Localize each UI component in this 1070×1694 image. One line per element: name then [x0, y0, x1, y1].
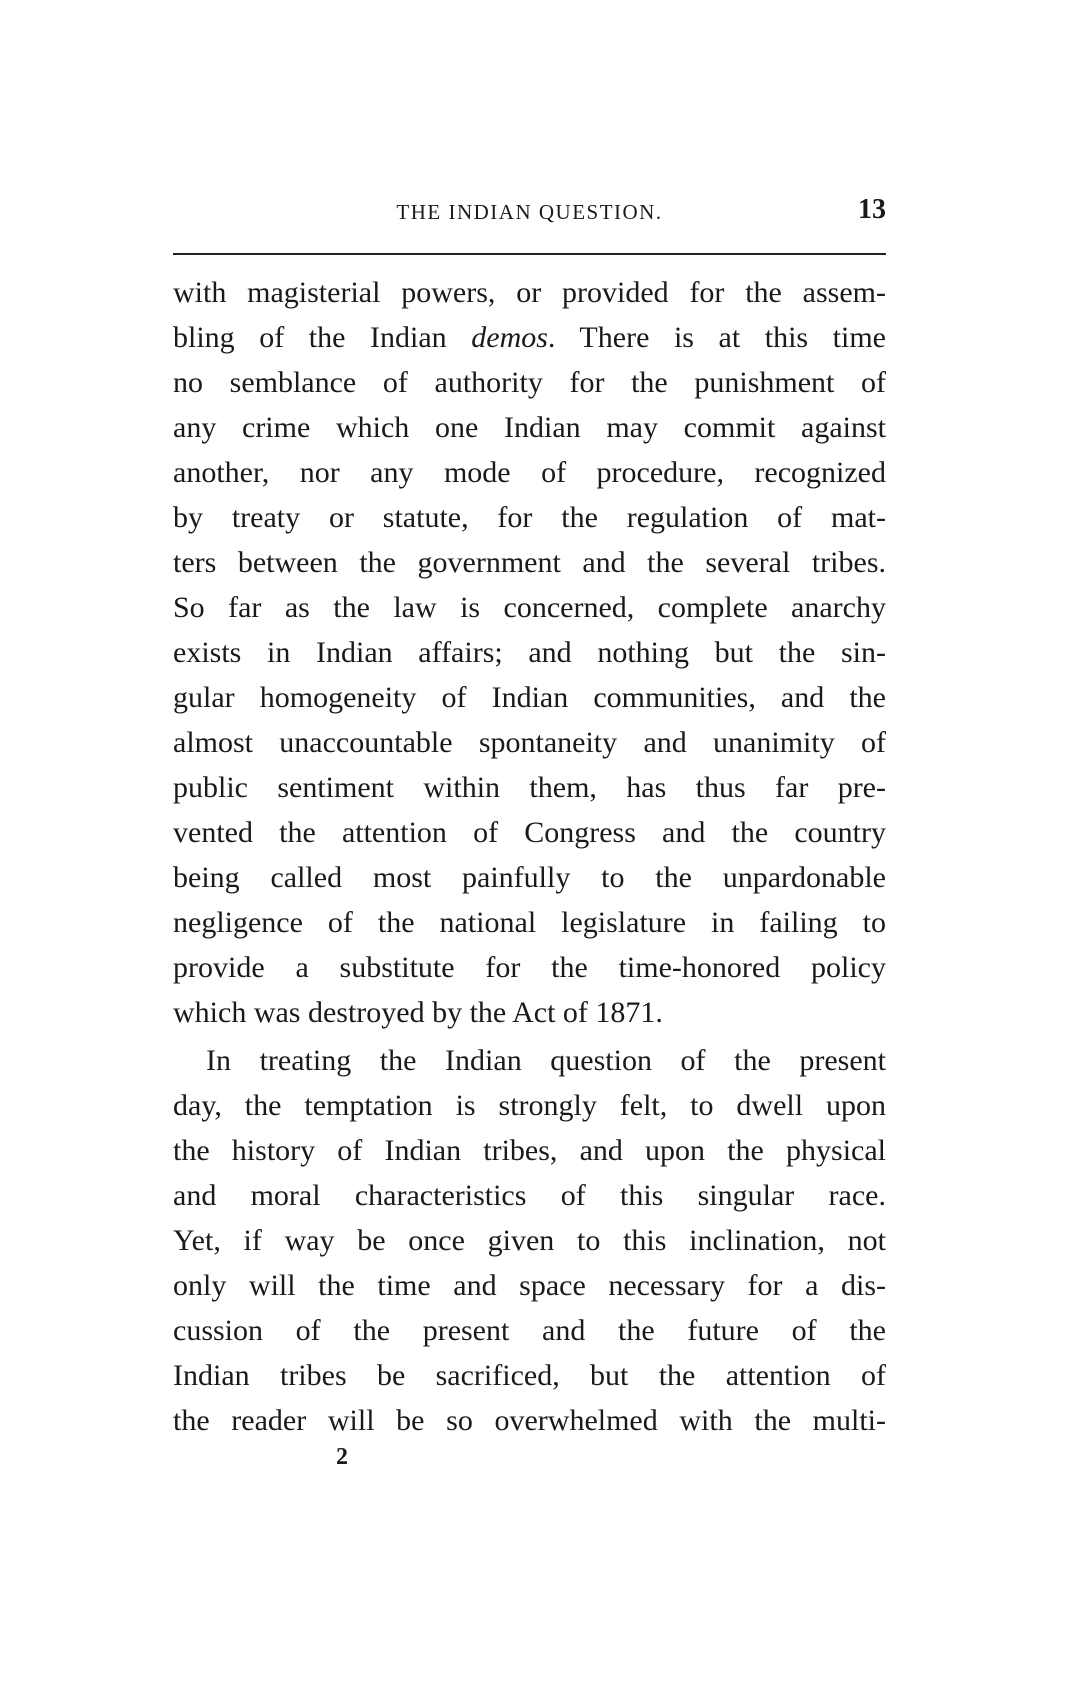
paragraph-1: [173, 270, 886, 1035]
paragraph-2: [173, 1038, 886, 1443]
text-line: day, the temptation is strongly felt, to dwell upon: [173, 1089, 886, 1122]
text-line: ters between the government and the several tribes.: [173, 546, 886, 579]
text-line: gular homogeneity of Indian communities, and the: [173, 681, 886, 714]
text-line: almost unaccountable spontaneity and unanimity of: [173, 726, 886, 759]
text-line: cussion of the present and the future of the: [173, 1314, 886, 1347]
page-number: 13: [858, 194, 886, 225]
text-line: with magisterial powers, or provided for the assem-: [173, 276, 886, 309]
running-title: THE INDIAN QUESTION.: [396, 200, 663, 224]
text-line: and moral characteristics of this singular race.: [173, 1179, 886, 1212]
text-line: Indian tribes be sacrificed, but the attention of: [173, 1359, 886, 1392]
text-line: another, nor any mode of procedure, recognized: [173, 456, 886, 489]
text-line: the reader will be so overwhelmed with the multi-: [173, 1404, 886, 1437]
running-header: [173, 194, 886, 230]
text-line: any crime which one Indian may commit against: [173, 411, 886, 444]
text-line: In treating the Indian question of the present: [206, 1044, 886, 1077]
header-rule: [173, 253, 886, 255]
text-line: So far as the law is concerned, complete anarchy: [173, 591, 886, 624]
text-line: negligence of the national legislature in failing to: [173, 906, 886, 939]
text-line: public sentiment within them, has thus far pre-: [173, 771, 886, 804]
text-line: no semblance of authority for the punishment of: [173, 366, 886, 399]
text-line: which was destroyed by the Act of 1871.: [173, 996, 663, 1029]
signature-mark: 2: [336, 1444, 348, 1470]
text-line-with-italic: bling of the Indian demos. There is at this time: [173, 321, 887, 354]
text-line: provide a substitute for the time-honored policy: [173, 951, 886, 984]
text-line: exists in Indian affairs; and nothing but the sin-: [173, 636, 886, 669]
text-line: only will the time and space necessary for a dis-: [173, 1269, 886, 1302]
text-line: being called most painfully to the unpardonable: [173, 861, 886, 894]
text-line: the history of Indian tribes, and upon the physical: [173, 1134, 886, 1167]
text-line: vented the attention of Congress and the country: [173, 816, 886, 849]
text-line: by treaty or statute, for the regulation of mat-: [173, 501, 886, 534]
italic-word: demos: [471, 321, 548, 354]
body-text: [173, 270, 886, 1443]
text-line: Yet, if way be once given to this inclination, not: [173, 1224, 886, 1257]
